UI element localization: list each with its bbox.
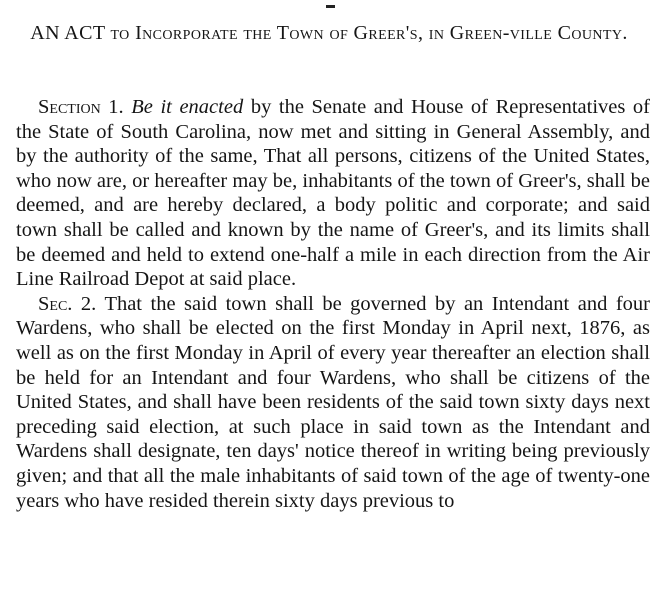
act-title-lead: AN ACT xyxy=(30,22,106,44)
act-body xyxy=(16,95,650,513)
section-1-label: Section 1. xyxy=(38,96,124,118)
section-2-label: Sec. 2. xyxy=(38,292,97,315)
section-2 xyxy=(16,292,650,513)
section-1-text: by the Senate and House of Representatives of the State of South Carolina, now met and sitting in General Assembly, and by the authority of the same, That all persons, citizens of the United States, who now are, or hereafter may be, inhabitants of the town of Greer's, shall be deemed, and are hereby declared, a body politic and corporate; and said town shall be called and known by the name of Greer's, and its limits shall be deemed and held to extend one-half a mile in each direction from the Air Line Railroad Depot at said place. xyxy=(16,96,651,291)
section-1 xyxy=(16,95,650,292)
header-mark xyxy=(326,5,335,8)
act-title-rest: to Incorporate the Town of Greer's, in Green-ville County. xyxy=(110,22,628,44)
act-title xyxy=(14,20,644,47)
section-1-enacted: Be it enacted xyxy=(131,96,244,118)
section-2-text: That the said town shall be governed by an Intendant and four Wardens, who shall be elected on the first Monday in April next, 1876, as well as on the first Monday in April of every year thereafter an election shall be held for an Intendant and four Wardens, who shall be citizens of the United States, and shall have been residents of the said town sixty days next preceding said election, at such place in said town as the Intendant and Wardens shall designate, ten days' notice thereof in writing being previously given; and that all the male inhabitants of said town of the age of twenty-one years who have resided therein sixty days previous to xyxy=(16,292,650,512)
